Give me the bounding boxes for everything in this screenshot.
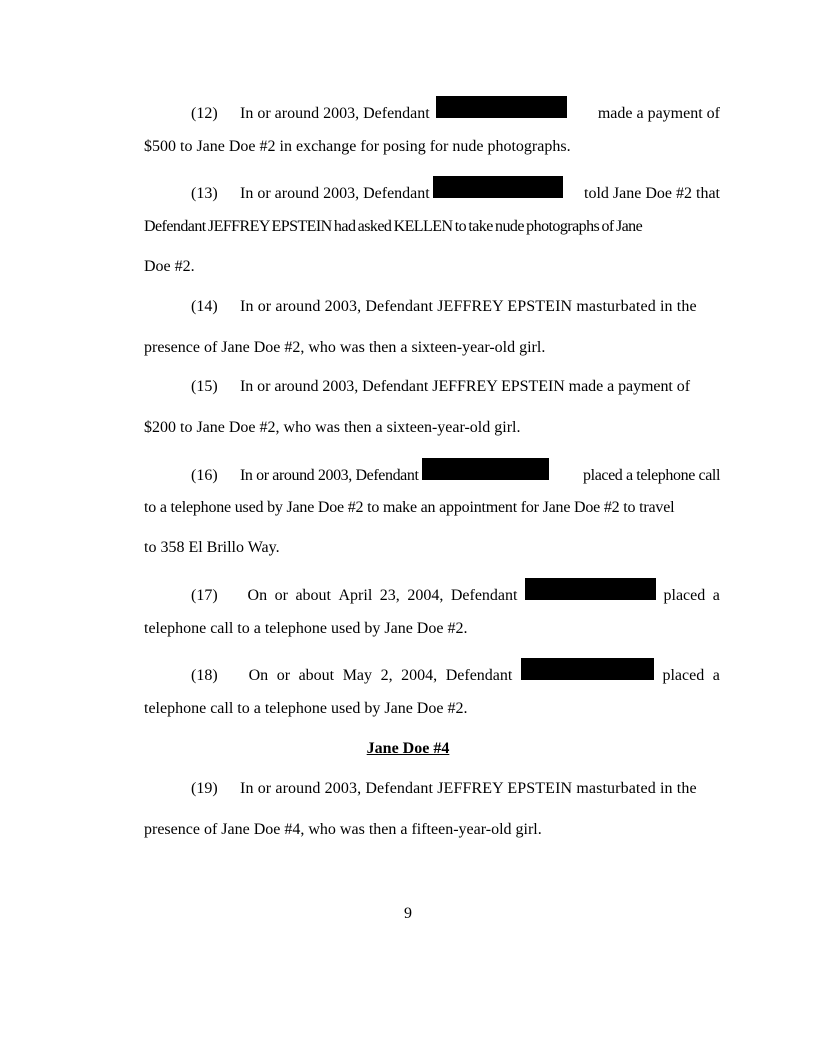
paragraph-17-line-1 <box>191 578 720 604</box>
paragraph-text: told Jane Doe #2 that <box>584 185 720 202</box>
paragraph-18-line-1 <box>191 658 720 684</box>
redaction-box <box>422 458 549 480</box>
paragraph-14-line-2: presence of Jane Doe #2, who was then a sixteen-year-old girl. <box>144 339 546 356</box>
redaction-box <box>521 658 654 680</box>
redaction-box <box>525 578 656 600</box>
word: On <box>247 587 268 604</box>
word: placed <box>662 667 705 684</box>
redaction-box <box>433 176 563 198</box>
paragraph-16-line-3: to 358 El Brillo Way. <box>144 539 280 556</box>
paragraph-19-line-2: presence of Jane Doe #4, who was then a fifteen-year-old girl. <box>144 821 542 838</box>
word: or <box>276 667 291 684</box>
word: April <box>338 587 373 604</box>
paragraph-15-line-1 <box>191 377 720 397</box>
paragraph-13-line-2: Defendant JEFFREY EPSTEIN had asked KELLEN to take nude photographs of Jane <box>144 218 643 235</box>
word: or <box>274 587 288 604</box>
page-number: 9 <box>404 905 412 922</box>
paragraph-14-line-1 <box>191 297 720 317</box>
paragraph-number: (16) <box>191 467 218 484</box>
paragraph-number: (14) <box>191 298 218 315</box>
paragraph-text: made a payment of <box>597 105 720 122</box>
word: 2, <box>380 667 393 684</box>
word: 2004, <box>407 587 444 604</box>
word: about <box>298 667 335 684</box>
word: Defendant <box>445 667 513 684</box>
paragraph-13-line-3: Doe #2. <box>144 258 195 275</box>
paragraph-16-line-2: to a telephone used by Jane Doe #2 to make an appointment for Jane Doe #2 to travel <box>144 499 675 516</box>
paragraph-number: (15) <box>191 378 218 395</box>
redaction-box <box>436 96 567 118</box>
word: a <box>712 587 720 604</box>
paragraph-17-line-2: telephone call to a telephone used by Jane Doe #2. <box>144 620 468 637</box>
word: Defendant <box>450 587 518 604</box>
paragraph-text: In or around 2003, Defendant JEFFREY EPSTEIN made a payment of <box>240 378 690 395</box>
paragraph-13-line-1 <box>191 176 720 202</box>
paragraph-number: (12) <box>191 105 218 122</box>
paragraph-15-line-2: $200 to Jane Doe #2, who was then a sixteen-year-old girl. <box>144 419 521 436</box>
paragraph-text: In or around 2003, Defendant <box>240 467 419 484</box>
paragraph-12-line-2: $500 to Jane Doe #2 in exchange for posing for nude photographs. <box>144 138 571 155</box>
paragraph-12-line-1 <box>191 96 720 122</box>
paragraph-19-line-1 <box>191 779 720 799</box>
word: placed <box>663 587 706 604</box>
word: about <box>295 587 331 604</box>
word: On <box>248 667 269 684</box>
paragraph-number: (19) <box>191 780 218 797</box>
paragraph-text: In or around 2003, Defendant JEFFREY EPSTEIN masturbated in the <box>240 780 697 797</box>
section-heading: Jane Doe #4 <box>366 740 450 757</box>
paragraph-number: (17) <box>191 587 218 604</box>
paragraph-18-line-2: telephone call to a telephone used by Jane Doe #2. <box>144 700 468 717</box>
word: May <box>342 667 373 684</box>
paragraph-text: In or around 2003, Defendant <box>240 105 430 122</box>
word: 2004, <box>401 667 438 684</box>
paragraph-text: In or around 2003, Defendant <box>240 185 430 202</box>
paragraph-number: (18) <box>191 667 218 684</box>
paragraph-text: In or around 2003, Defendant JEFFREY EPSTEIN masturbated in the <box>240 298 697 315</box>
word: 23, <box>379 587 400 604</box>
word: a <box>712 667 720 684</box>
paragraph-16-line-1 <box>191 458 720 484</box>
paragraph-text: placed a telephone call <box>583 467 720 484</box>
paragraph-number: (13) <box>191 185 218 202</box>
